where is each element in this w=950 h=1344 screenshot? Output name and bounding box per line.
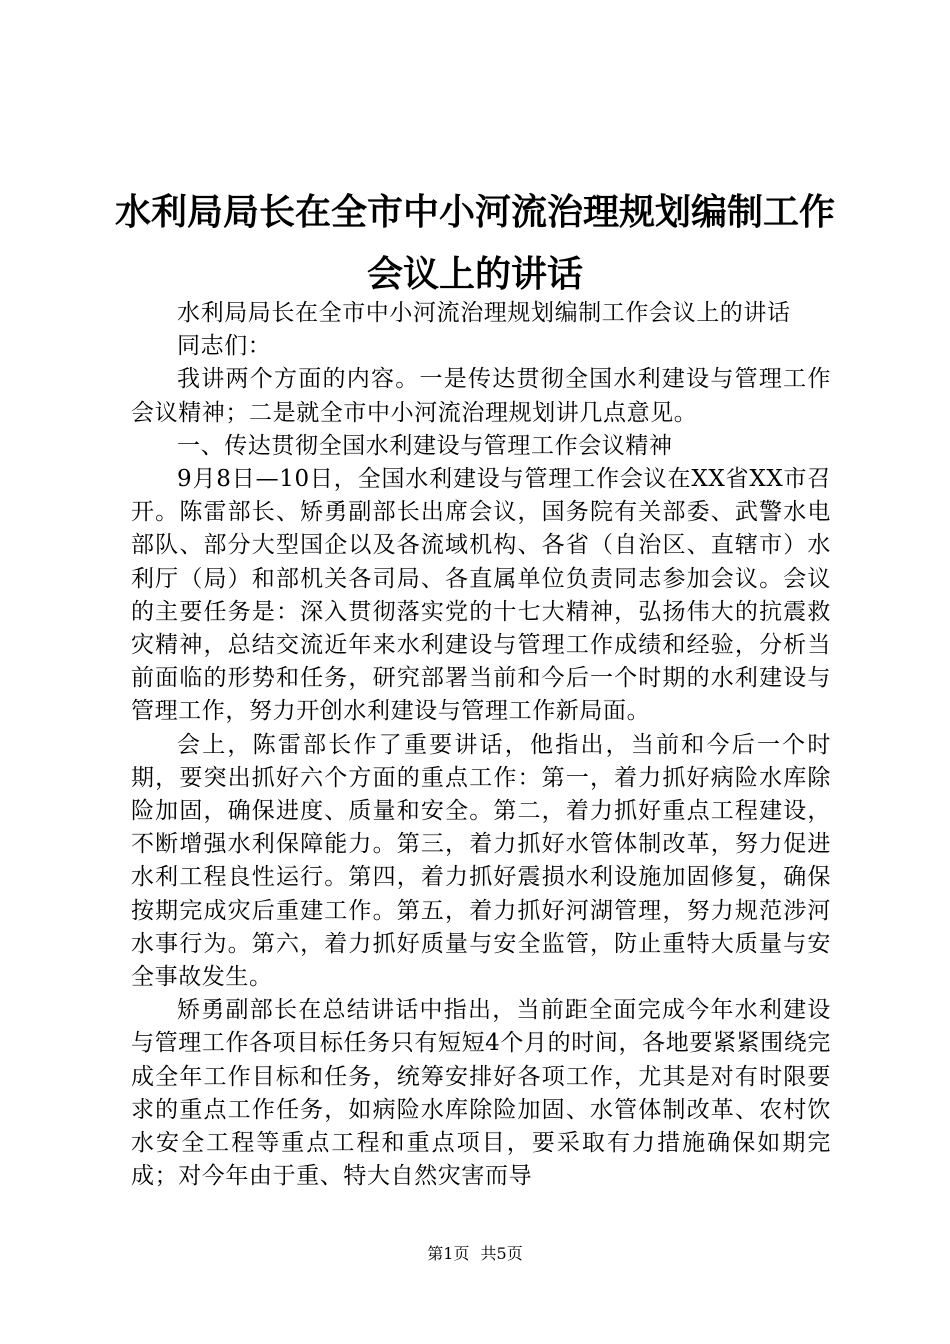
page-footer <box>0 1244 950 1264</box>
paragraph: 我讲两个方面的内容。一是传达贯彻全国水利建设与管理工作会议精神；二是就全市中小河流治理规划讲几点意见。 <box>131 366 831 426</box>
paragraph: 同志们： <box>177 333 272 360</box>
page-count: 共5页 <box>480 1244 523 1263</box>
paragraph: 水利局局长在全市中小河流治理规划编制工作会议上的讲话 <box>177 300 791 326</box>
section-heading: 一、传达贯彻全国水利建设与管理工作会议精神 <box>177 432 673 459</box>
document-title: 水利局局长在全市中小河流治理规划编制工作会议上的讲话 <box>114 192 835 295</box>
paragraph: 9月8日—10日，全国水利建设与管理工作会议在XX省XX市召开。陈雷部长、矫勇副部长出席会议，国务院有关部委、武警水电部队、部分大型国企以及各流域机构、各省（自治区、直辖市）水利厅（局）和部机关各司局、各直属单位负责同志参加会议。会议的主要任务是：深入贯彻落实党的十七大精神，弘扬伟大的抗震救灾精神，总结交流近年来水利建设与管理工作成绩和经验，分析当前面临的形势和任务，研究部署当前和今后一个时期的水利建设与管理工作，努力开创水利建设与管理工作新局面。 <box>131 466 831 725</box>
paragraph: 矫勇副部长在总结讲话中指出，当前距全面完成今年水利建设与管理工作各项目标任务只有短短4个月的时间，各地要紧紧围绕完成全年工作目标和任务，统筹安排好各项工作，尤其是对有时限要求的重点工作任务，如病险水库除险加固、水管体制改革、农村饮水安全工程等重点工程和重点项目，要采取有力措施确保如期完成；对今年由于重、特大自然灾害而导 <box>131 997 831 1190</box>
paragraph: 会上，陈雷部长作了重要讲话，他指出，当前和今后一个时期，要突出抓好六个方面的重点工作：第一，着力抓好病险水库除险加固，确保进度、质量和安全。第二，着力抓好重点工程建设，不断增强水利保障能力。第三，着力抓好水管体制改革，努力促进水利工程良性运行。第四，着力抓好震损水利设施加固修复，确保按期完成灾后重建工作。第五，着力抓好河湖管理，努力规范涉河水事行为。第六，着力抓好质量与安全监管，防止重特大质量与安全事故发生。 <box>131 731 831 991</box>
document-body <box>131 297 831 1193</box>
page-number: 第1页 <box>427 1244 470 1263</box>
